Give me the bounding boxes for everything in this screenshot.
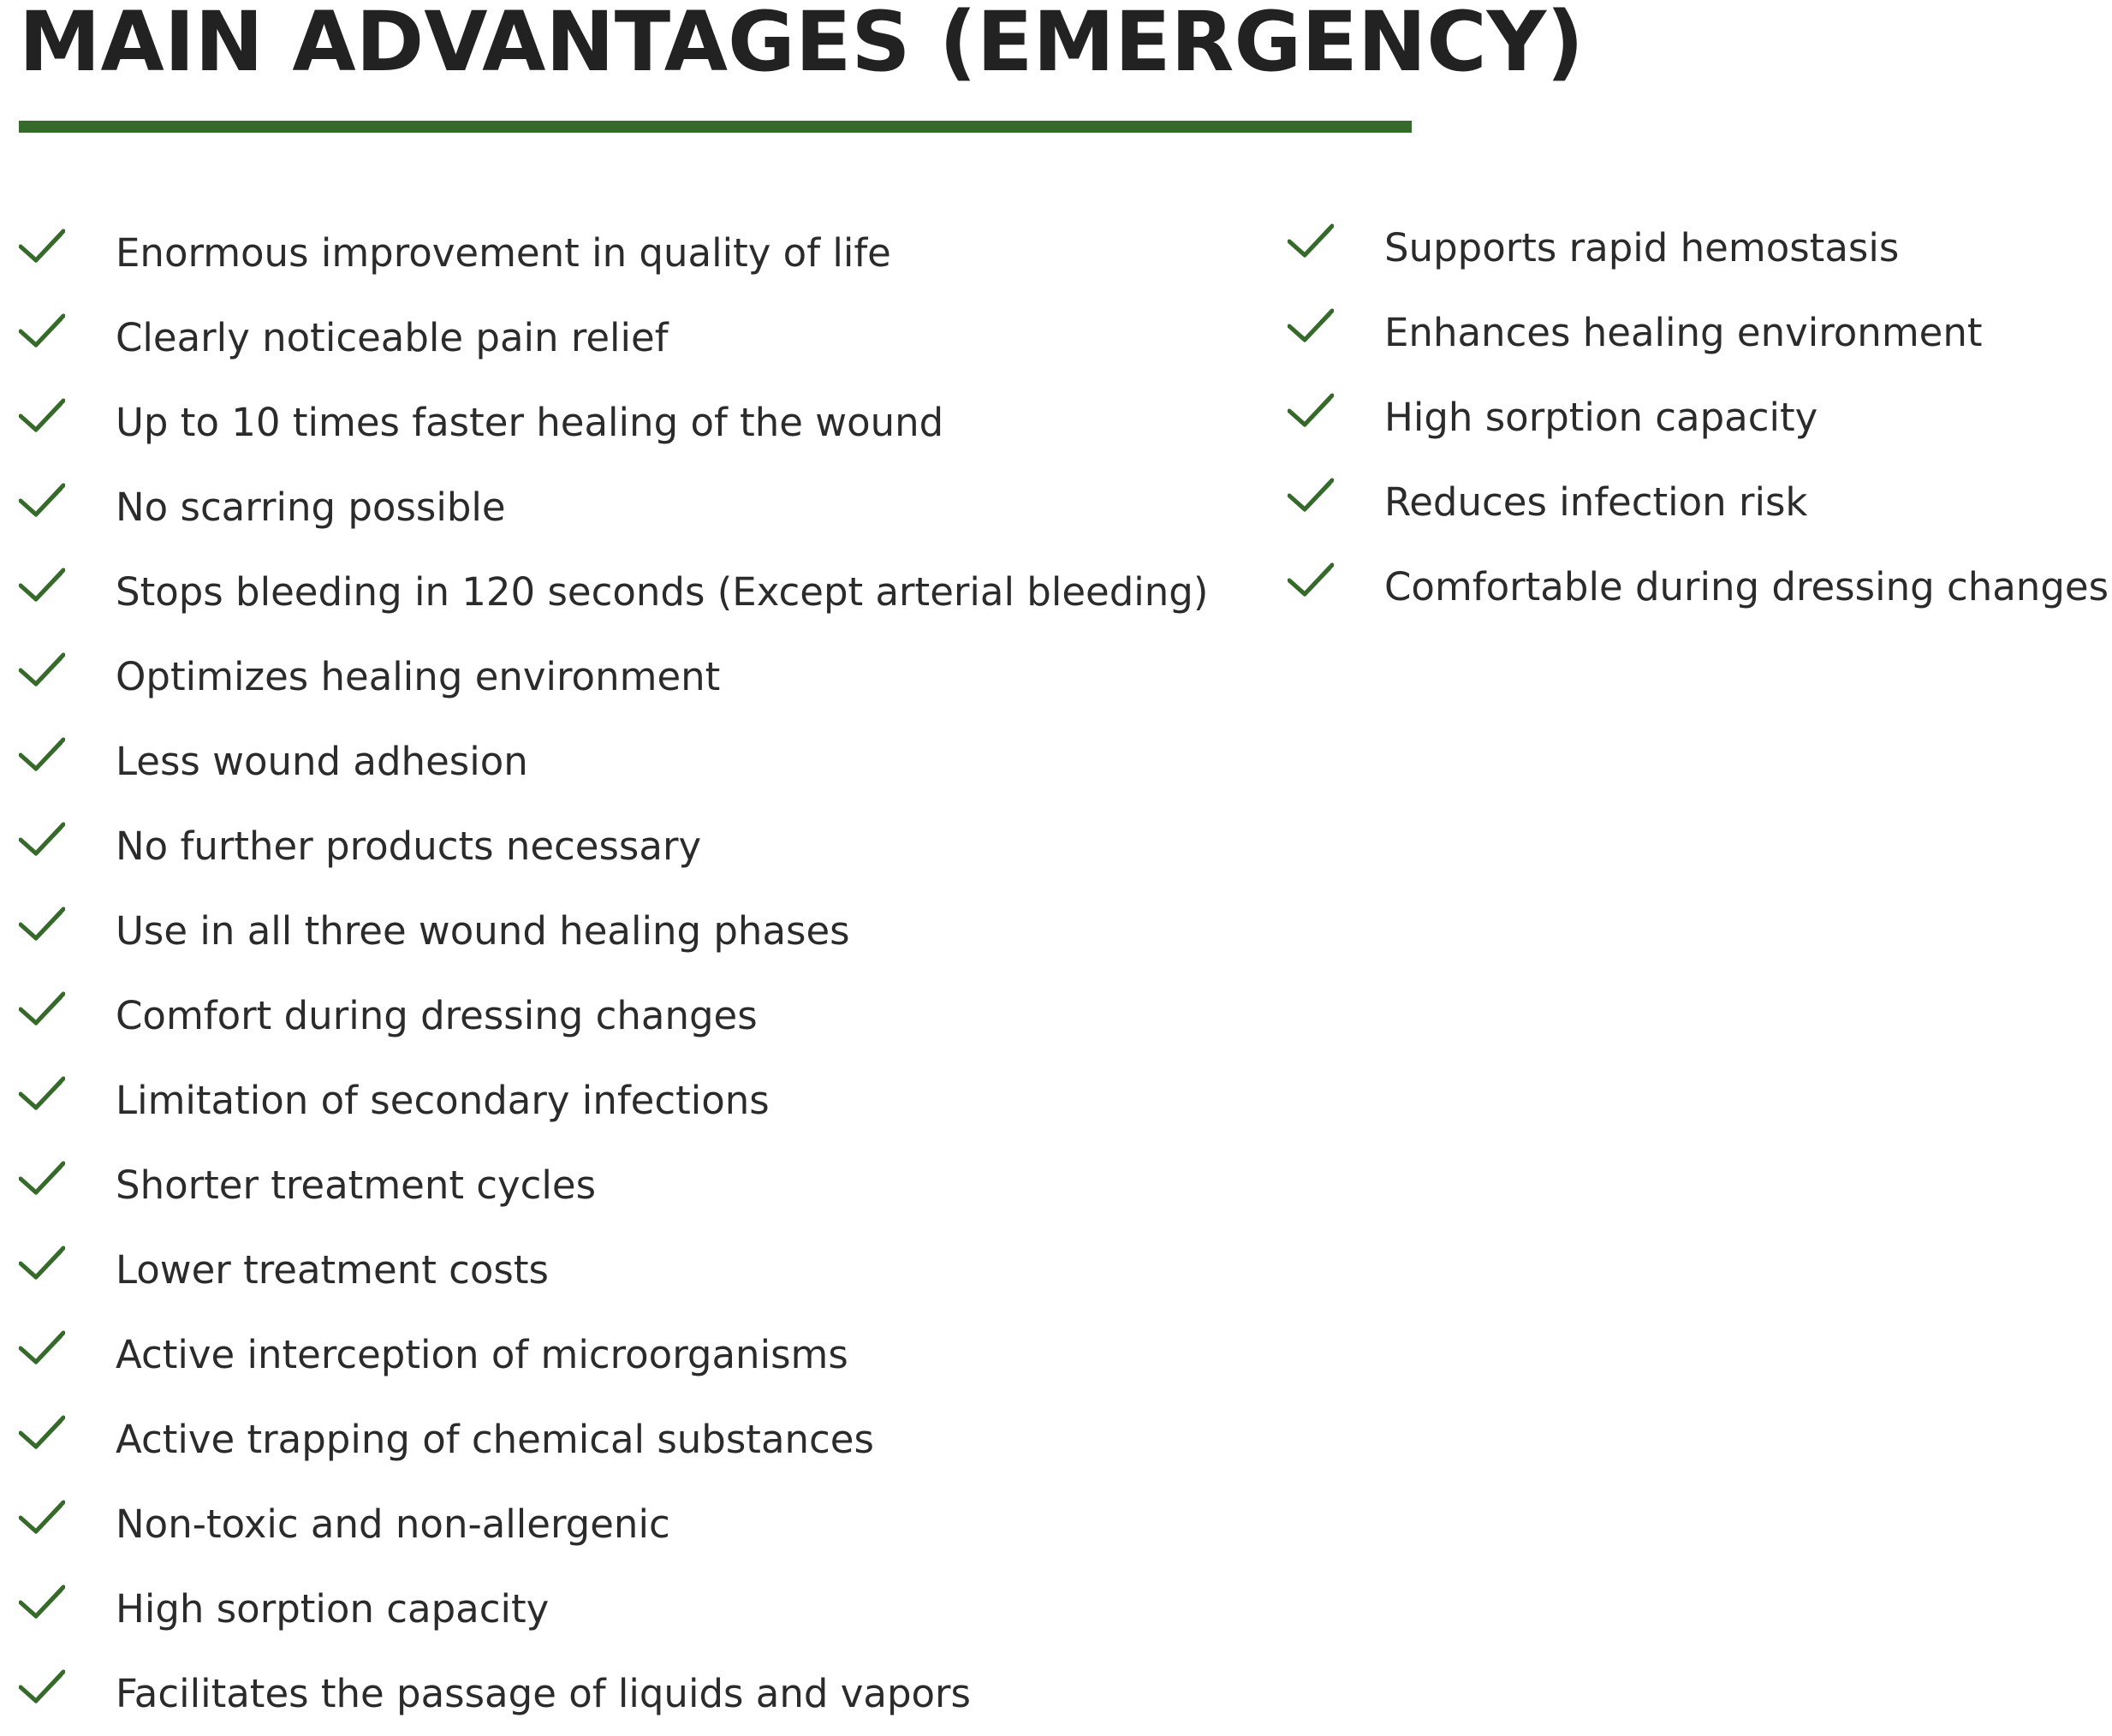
list-item xyxy=(19,1397,1234,1482)
list-item-label: Active interception of microorganisms xyxy=(116,1332,848,1377)
list-item-label: High sorption capacity xyxy=(116,1586,550,1632)
list-item-label: Reduces infection risk xyxy=(1384,479,1808,525)
list-item-label: Enormous improvement in quality of life xyxy=(116,230,891,276)
list-item xyxy=(19,804,1234,889)
page-title: MAIN ADVANTAGES (EMERGENCY) xyxy=(19,0,1585,90)
checkmark-icon xyxy=(19,397,65,433)
list-item-label: Lower treatment costs xyxy=(116,1247,549,1293)
checkmark-icon xyxy=(19,1584,65,1620)
checkmark-icon xyxy=(1288,307,1334,343)
list-item-label: Active trapping of chemical substances xyxy=(116,1417,874,1462)
checkmark-icon xyxy=(19,312,65,348)
title-underline xyxy=(19,121,1412,133)
list-item-label: No further products necessary xyxy=(116,823,702,869)
checkmark-icon xyxy=(19,1160,65,1196)
list-item xyxy=(19,634,1234,719)
list-item xyxy=(19,1651,1234,1736)
checkmark-icon xyxy=(19,1668,65,1704)
list-item-label: Less wound adhesion xyxy=(116,739,528,784)
list-item-label: No scarring possible xyxy=(116,485,506,530)
checkmark-icon xyxy=(1288,562,1334,597)
list-item-label: Optimizes healing environment xyxy=(116,654,721,699)
checkmark-icon xyxy=(19,1499,65,1535)
list-item xyxy=(1288,290,2109,375)
checkmark-icon xyxy=(19,651,65,687)
list-item xyxy=(19,211,1234,295)
list-item xyxy=(19,550,1234,634)
list-item xyxy=(1288,544,2109,629)
checkmark-icon xyxy=(19,1414,65,1450)
checkmark-icon xyxy=(19,736,65,772)
list-item xyxy=(19,1143,1234,1228)
list-item-label: Use in all three wound healing phases xyxy=(116,908,850,954)
list-item-label: Clearly noticeable pain relief xyxy=(116,315,669,360)
list-item-label: Comfortable during dressing changes xyxy=(1384,564,2109,609)
list-item xyxy=(19,889,1234,973)
checkmark-icon xyxy=(19,1245,65,1281)
list-item xyxy=(19,973,1234,1058)
checkmark-icon xyxy=(19,821,65,857)
list-item xyxy=(19,380,1234,465)
list-item-label: High sorption capacity xyxy=(1384,395,1818,440)
checkmark-icon xyxy=(19,990,65,1026)
list-item-label: Enhances healing environment xyxy=(1384,310,1983,355)
list-item-label: Supports rapid hemostasis xyxy=(1384,225,1900,271)
list-item xyxy=(19,719,1234,804)
checkmark-icon xyxy=(1288,477,1334,513)
checkmark-icon xyxy=(19,1329,65,1365)
checkmark-icon xyxy=(19,1075,65,1111)
list-item-label: Facilitates the passage of liquids and vapors xyxy=(116,1671,971,1716)
checkmark-icon xyxy=(19,482,65,518)
list-item xyxy=(19,465,1234,550)
list-item xyxy=(19,1058,1234,1143)
list-item xyxy=(1288,375,2109,460)
list-item xyxy=(1288,460,2109,544)
list-item-label: Stops bleeding in 120 seconds (Except arterial bleeding) xyxy=(116,569,1209,615)
checkmark-icon xyxy=(19,906,65,942)
advantages-list-left xyxy=(19,211,1234,1736)
checkmark-icon xyxy=(19,228,65,264)
list-item xyxy=(19,1482,1234,1567)
list-item xyxy=(19,295,1234,380)
checkmark-icon xyxy=(1288,392,1334,428)
list-item xyxy=(19,1567,1234,1651)
list-item xyxy=(1288,205,2109,290)
checkmark-icon xyxy=(1288,223,1334,259)
advantages-list-right xyxy=(1288,205,2109,629)
list-item-label: Up to 10 times faster healing of the wound xyxy=(116,400,944,445)
checkmark-icon xyxy=(19,567,65,603)
list-item-label: Shorter treatment cycles xyxy=(116,1162,597,1208)
list-item xyxy=(19,1312,1234,1397)
list-item-label: Comfort during dressing changes xyxy=(116,993,758,1038)
list-item xyxy=(19,1228,1234,1312)
list-item-label: Limitation of secondary infections xyxy=(116,1078,770,1123)
list-item-label: Non-toxic and non-allergenic xyxy=(116,1501,670,1547)
